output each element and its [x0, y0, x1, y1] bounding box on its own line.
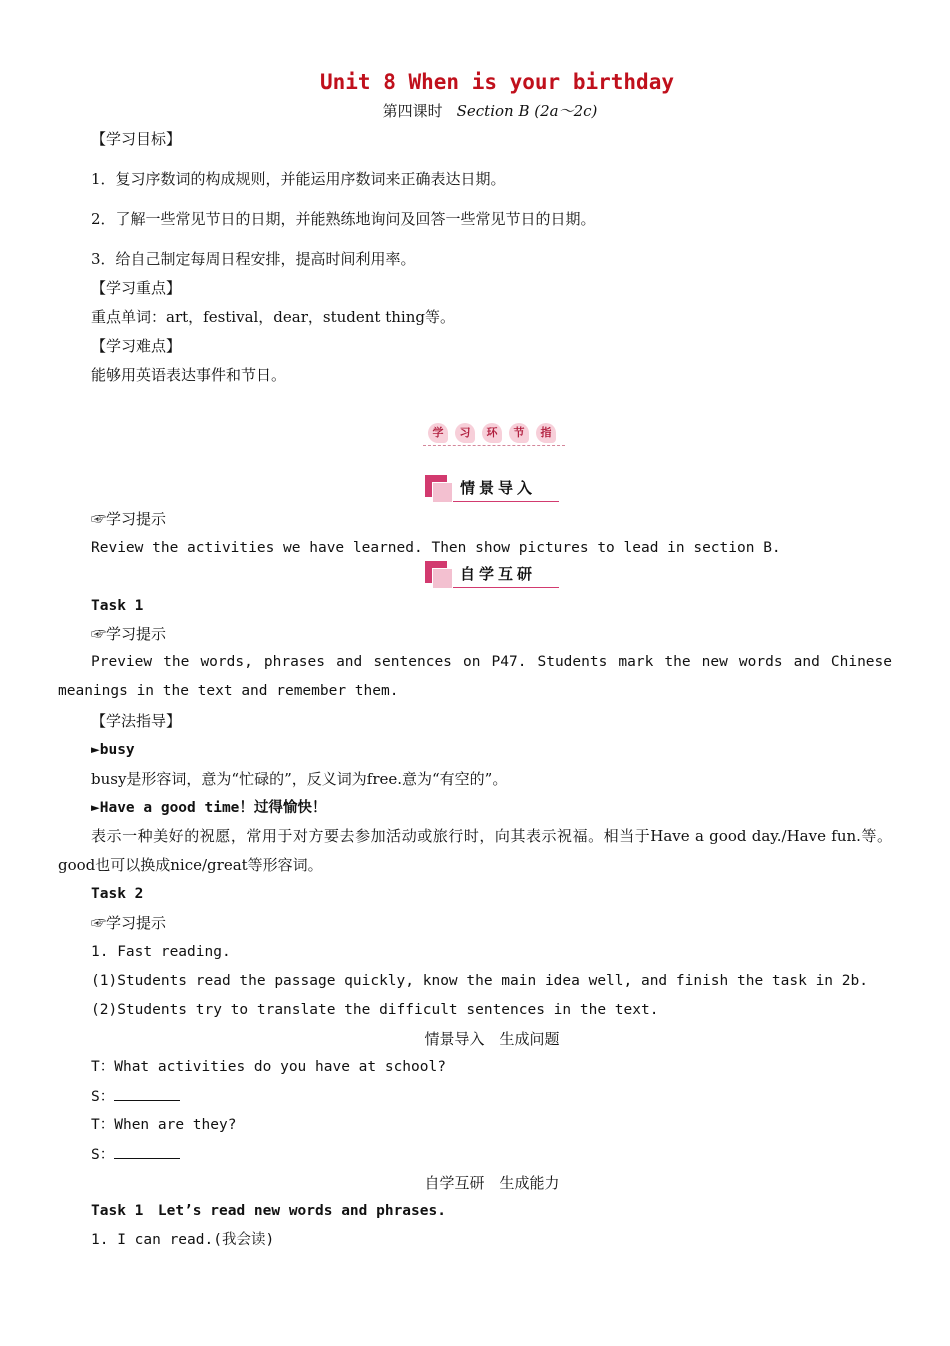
- objectives-heading: 【学习目标】: [91, 130, 182, 148]
- banner-char: 指: [536, 423, 556, 443]
- student-answer-2: [91, 1144, 180, 1165]
- lead-in-text: Review the activities we have learned. Then show pictures to lead in section B.: [91, 540, 781, 556]
- self-study-item: 1. I can read.(我会读): [91, 1232, 275, 1248]
- banner-char: 节: [509, 423, 529, 443]
- answer-blank[interactable]: [114, 1086, 180, 1101]
- study-hint: ☞学习提示: [91, 625, 167, 643]
- busy-explanation: busy是形容词，意为“忙碌的”，反义词为free.意为“有空的”。: [91, 770, 508, 788]
- section-header-label: 自学互研: [460, 565, 537, 583]
- good-time-explanation: 表示一种美好的祝愿，常用于对方要去参加活动或旅行时，向其表示祝福。相当于Have a good day./Have fun.等。good也可以换成nice/great等形容词。: [58, 827, 892, 874]
- lesson-subtitle: [0, 100, 950, 121]
- objective-item-1: 1．复习序数词的构成规则，并能运用序数词来正确表达日期。: [91, 170, 506, 188]
- section-square-icon-inner: [432, 482, 453, 503]
- difficulties-heading: 【学习难点】: [91, 337, 182, 355]
- answer-blank[interactable]: [114, 1144, 180, 1159]
- self-study-task: Task 1 Let’s read new words and phrases.: [91, 1203, 446, 1219]
- study-hint: ☞学习提示: [91, 510, 167, 528]
- section-header-rule: [453, 501, 559, 502]
- student-label: S：: [91, 1089, 115, 1105]
- section-header-lead-in: [425, 474, 559, 502]
- task2-heading: Task 2: [91, 886, 144, 902]
- good-time-heading: ►Have a good time！过得愉快！: [91, 800, 327, 816]
- study-hint: ☞学习提示: [91, 914, 167, 932]
- section-header-label: 情景导入: [460, 479, 537, 497]
- preview-paragraph: Preview the words, phrases and sentences on P47. Students mark the new words and Chinese meanings in the text and remember them.: [58, 654, 892, 699]
- teacher-question-1: T：What activities do you have at school?: [91, 1059, 446, 1075]
- key-points-text: 重点单词：art，festival，dear，student thing等。: [91, 308, 455, 326]
- student-label: S：: [91, 1147, 115, 1163]
- busy-heading: ►busy: [91, 742, 135, 758]
- banner-char: 习: [455, 423, 475, 443]
- key-points-heading: 【学习重点】: [91, 279, 182, 297]
- section-header-rule: [453, 587, 559, 588]
- document-title: Unit 8 When is your birthday: [319, 70, 674, 94]
- student-answer-1: [91, 1086, 180, 1107]
- banner-char: 学: [428, 423, 448, 443]
- section-square-icon-inner: [432, 568, 453, 589]
- fast-reading: 1. Fast reading.: [91, 944, 231, 960]
- lesson-number: 第四课时: [382, 102, 443, 120]
- reading-step-1: (1)Students read the passage quickly, know the main idea well, and finish the task in 2b.: [91, 973, 868, 989]
- learning-guide-banner: [423, 421, 565, 446]
- method-guide-heading: 【学法指导】: [91, 712, 182, 730]
- lead-in-heading: 情景导入 生成问题: [424, 1030, 560, 1048]
- difficulties-text: 能够用英语表达事件和节日。: [91, 366, 287, 384]
- section-label: Section B (2a～2c): [456, 102, 598, 120]
- banner-char: 环: [482, 423, 502, 443]
- reading-step-2: (2)Students try to translate the difficult sentences in the text.: [91, 1002, 659, 1018]
- task1-heading: Task 1: [91, 598, 144, 614]
- teacher-question-2: T：When are they?: [91, 1117, 237, 1133]
- self-study-heading: 自学互研 生成能力: [424, 1174, 560, 1192]
- objective-item-2: 2．了解一些常见节日的日期，并能熟练地询问及回答一些常见节日的日期。: [91, 210, 596, 228]
- section-header-self-study: [425, 560, 559, 588]
- objective-item-3: 3．给自己制定每周日程安排，提高时间利用率。: [91, 250, 416, 268]
